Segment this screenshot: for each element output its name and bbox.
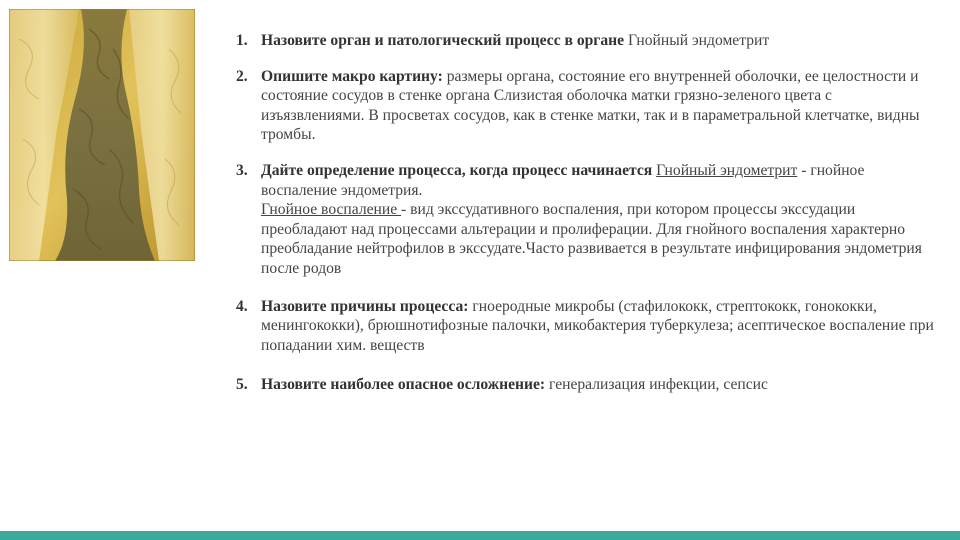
answer-text: Гнойный эндометрит [624,32,770,49]
question-number: 2. [236,67,248,85]
question-item-3 [236,161,936,279]
question-text: Назовите наиболее опасное осложнение: [261,376,546,394]
question-item-2 [236,67,936,145]
question-item-4 [236,297,936,356]
definition-line-1 [261,161,936,200]
question-text: Дайте определение процесса, когда процесс начинается [261,161,653,179]
question-item-5 [236,375,936,395]
bottom-accent-bar [0,531,960,540]
definition-text-1: - гнойное воспаление эндометрия. [261,161,865,199]
question-item-1 [236,31,936,51]
question-text: Назовите причины процесса: [261,297,469,315]
question-number: 4. [236,297,248,315]
question-text: Назовите орган и патологический процесс в органе [261,32,625,49]
question-list [236,31,936,411]
answer-text: гноеродные микробы (стафилококк, стрептококк, гонококки, менингококки), брюшнотифозные палочки, микобактерия туберкулеза; асептическое воспаление при попадании хим. веществ [261,297,934,354]
definition-line-2 [261,200,936,278]
term-purulent-inflammation: Гнойное воспаление [261,201,402,219]
question-number: 5. [236,376,248,394]
question-number: 3. [236,161,248,179]
question-number: 1. [236,32,248,49]
term-purulent-endometritis: Гнойный эндометрит [656,161,798,179]
answer-text: генерализация инфекции, сепсис [545,376,768,394]
definition-text-2: - вид экссудативного воспаления, при котором процессы экссудации преобладают над процессами альтерации и пролиферации. Для гнойного воспаления характерно преобладание нейтрофилов в экссудате.Часто развивается в результате инфицирования эндометрия после родов [261,201,922,277]
specimen-photo [9,9,195,261]
question-text: Опишите макро картину: [261,67,443,85]
answer-text: размеры органа, состояние его внутренней оболочки, ее целостности и состояние сосудов в стенке органа Слизистая оболочка матки грязно-зеленого цвета с изъязвлениями. В просветах сосудов, как в стенке матки, так и в параметральной клетчатке, видны тромбы. [261,67,920,144]
